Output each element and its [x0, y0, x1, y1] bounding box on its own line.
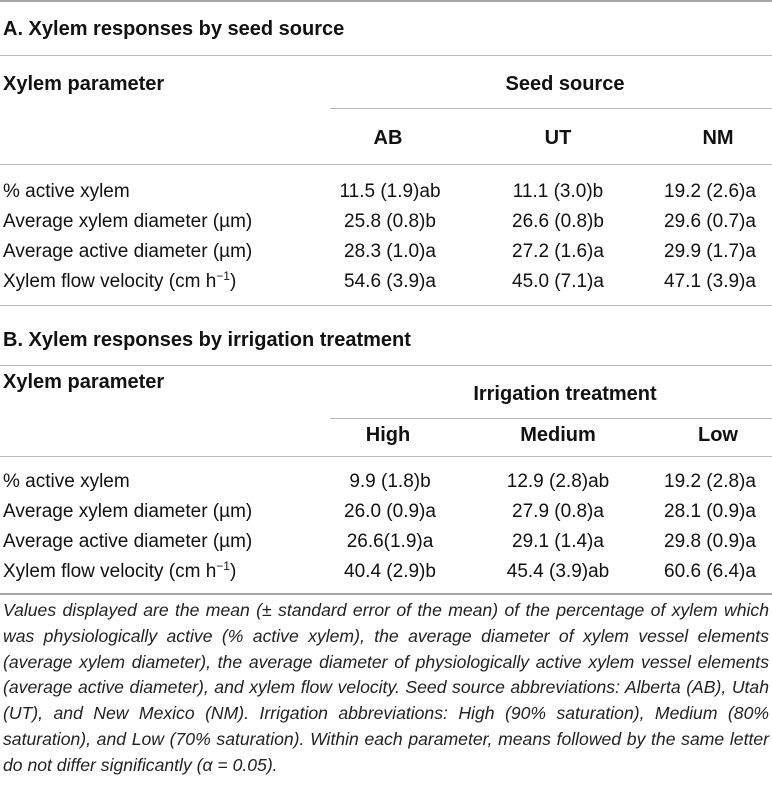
- table-cell: 27.2 (1.6)a: [512, 241, 604, 262]
- row-label-sup: −1: [216, 269, 230, 283]
- table-bottom-rule: [0, 593, 772, 595]
- section-a-header-rule: [0, 164, 772, 165]
- section-b-title: B. Xylem responses by irrigation treatment: [3, 329, 411, 351]
- row-label: % active xylem: [3, 471, 130, 492]
- row-label: [3, 560, 236, 584]
- row-label: % active xylem: [3, 181, 130, 202]
- section-a-col-ut: UT: [544, 127, 572, 149]
- table-cell: 25.8 (0.8)b: [344, 211, 436, 232]
- row-label-end: ): [229, 561, 237, 582]
- section-a-col-nm: NM: [702, 127, 734, 149]
- table-cell: 27.9 (0.8)a: [512, 501, 604, 522]
- row-label-end: ): [229, 271, 237, 292]
- row-label-text: Xylem flow velocity (cm h: [3, 561, 217, 582]
- table-cell: 12.9 (2.8)ab: [506, 471, 610, 492]
- row-label-sup: −1: [216, 559, 230, 573]
- table-cell: 45.0 (7.1)a: [512, 271, 604, 292]
- section-b-param-header: Xylem parameter: [3, 371, 165, 393]
- row-label-text: Xylem flow velocity (cm h: [3, 271, 217, 292]
- table-cell: 9.9 (1.8)b: [349, 471, 431, 492]
- section-b-group-header: Irrigation treatment: [473, 383, 657, 405]
- table-cell: 26.0 (0.9)a: [344, 501, 436, 522]
- table-cell: 29.8 (0.9)a: [664, 531, 756, 552]
- section-a-group-header: Seed source: [505, 73, 625, 95]
- table-cell: 26.6 (0.8)b: [512, 211, 604, 232]
- table-cell: 60.6 (6.4)a: [664, 561, 756, 582]
- table-cell: 19.2 (2.6)a: [664, 181, 756, 202]
- table-cell: 29.9 (1.7)a: [664, 241, 756, 262]
- row-label: Average xylem diameter (µm): [3, 211, 253, 232]
- table-cell: 47.1 (3.9)a: [664, 271, 756, 292]
- section-b-group-rule: [330, 418, 772, 419]
- section-a-title: A. Xylem responses by seed source: [3, 18, 345, 40]
- table-cell: 28.3 (1.0)a: [344, 241, 436, 262]
- section-a-bottom-rule: [0, 305, 772, 306]
- section-b-col-medium: Medium: [520, 424, 596, 446]
- row-label: [3, 270, 236, 294]
- table-cell: 40.4 (2.9)b: [344, 561, 436, 582]
- section-a-rule: [0, 55, 772, 56]
- table-cell: 19.2 (2.8)a: [664, 471, 756, 492]
- table-footnote: Values displayed are the mean (± standard error of the mean) of the percentage of xylem which was physiologically active (% active xylem), the average diameter of xylem vessel elements (average xylem diameter), the average diameter of physiologically active xylem vessel elements (average active diameter), and xylem flow velocity. Seed source abbreviations: Alberta (AB), Utah (UT), and New Mexico (NM). Irrigation abbreviations: High (90% saturation), Medium (80% saturation), and Low (70% saturation). Within each parameter, means followed by the same letter do not differ significantly (α = 0.05).: [3, 600, 769, 775]
- table-cell: 28.1 (0.9)a: [664, 501, 756, 522]
- section-a-group-rule: [330, 108, 772, 109]
- table-cell: 29.1 (1.4)a: [512, 531, 604, 552]
- section-b-rule: [0, 365, 772, 366]
- table-cell: 45.4 (3.9)ab: [506, 561, 610, 582]
- section-a-param-header: Xylem parameter: [3, 73, 165, 95]
- section-a-col-ab: AB: [373, 127, 403, 149]
- table-cell: 11.5 (1.9)ab: [339, 181, 441, 202]
- section-b-col-high: High: [365, 424, 411, 446]
- row-label: Average xylem diameter (µm): [3, 501, 253, 522]
- table-cell: 54.6 (3.9)a: [344, 271, 436, 292]
- top-rule: [0, 0, 772, 2]
- table-cell: 26.6(1.9)a: [346, 531, 434, 552]
- table-cell: 29.6 (0.7)a: [664, 211, 756, 232]
- section-b-header-rule: [0, 456, 772, 457]
- row-label: Average active diameter (µm): [3, 241, 253, 262]
- table-cell: 11.1 (3.0)b: [512, 181, 604, 202]
- row-label: Average active diameter (µm): [3, 531, 253, 552]
- section-b-col-low: Low: [698, 424, 738, 446]
